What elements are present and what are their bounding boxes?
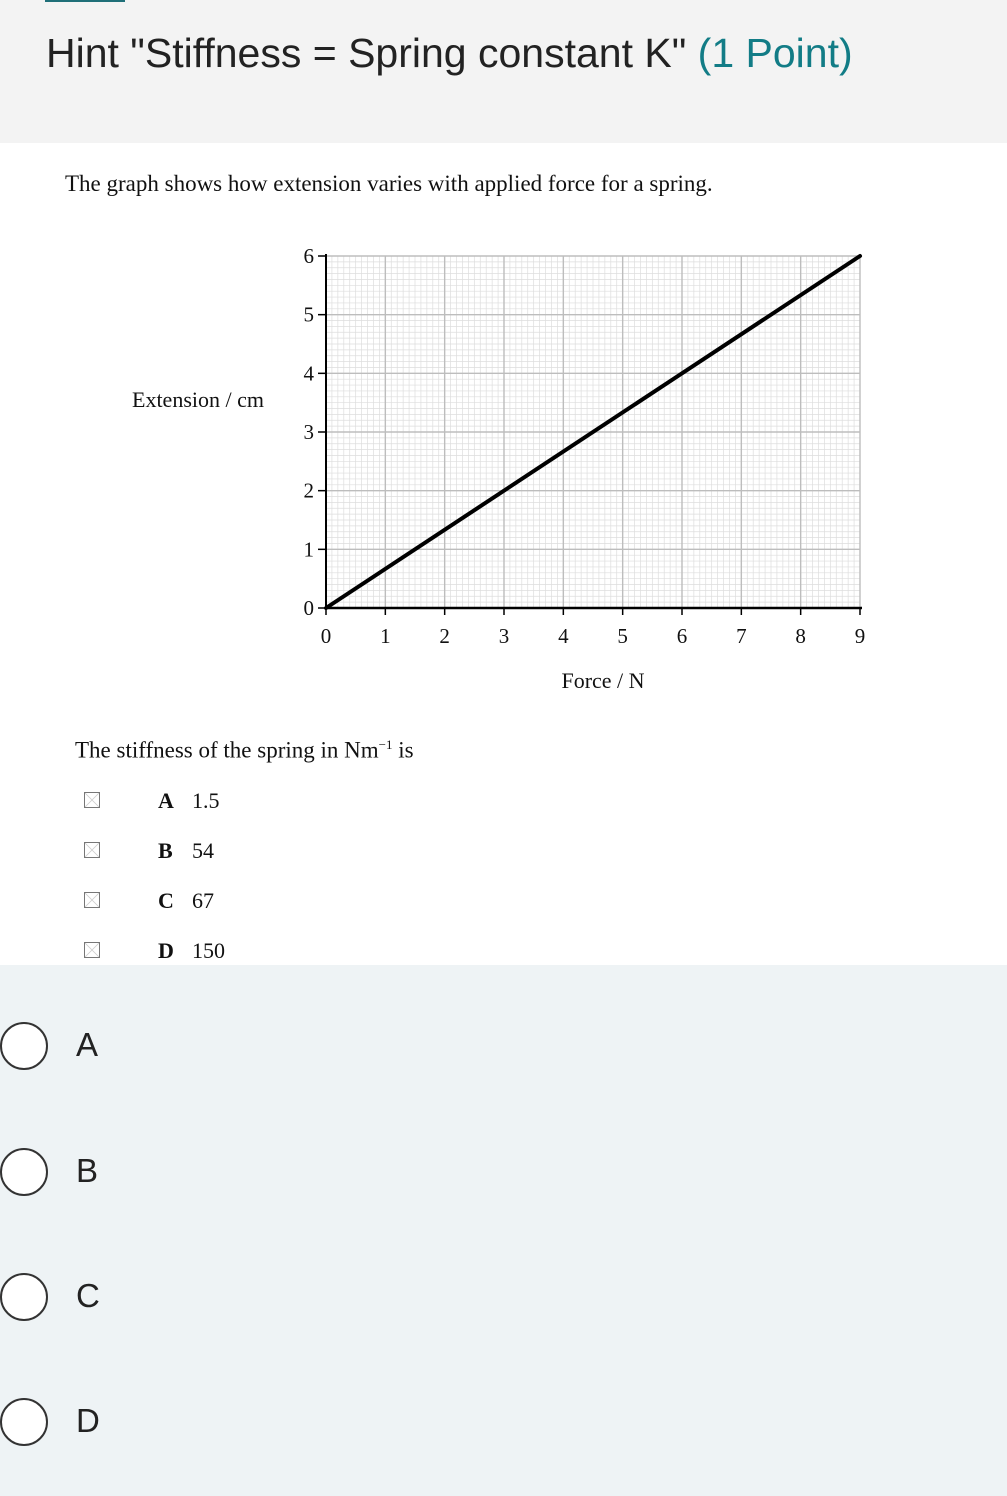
y-tick-label: 4 xyxy=(303,361,314,386)
stem-suffix: is xyxy=(392,737,414,763)
chart-ticks xyxy=(304,244,866,648)
choice-value: 67 xyxy=(192,888,214,913)
question-intro: The graph shows how extension varies with applied force for a spring. xyxy=(65,171,713,196)
x-tick-label: 1 xyxy=(380,624,391,648)
answer-option-label[interactable]: D xyxy=(76,1402,100,1439)
y-tick-label: 1 xyxy=(303,537,314,562)
radio-button-icon[interactable] xyxy=(0,1273,48,1321)
choice-box-icon xyxy=(84,792,100,808)
question-header xyxy=(0,0,1007,143)
x-axis-label: Force / N xyxy=(561,668,645,693)
answer-option-c[interactable] xyxy=(0,1268,400,1328)
answer-option-label[interactable]: B xyxy=(76,1152,99,1189)
y-tick-label: 5 xyxy=(303,302,314,327)
answer-option-b[interactable] xyxy=(0,1143,400,1203)
radio-button-icon[interactable] xyxy=(0,1398,48,1446)
choice-box-icon xyxy=(84,942,100,958)
y-tick-label: 3 xyxy=(303,420,314,444)
answer-option-label[interactable]: A xyxy=(76,1026,99,1063)
y-axis-label: Extension / cm xyxy=(132,387,264,412)
answer-option-d[interactable] xyxy=(0,1393,400,1453)
question-points: (1 Point) xyxy=(697,30,853,76)
choice-letter: D xyxy=(158,938,174,963)
x-tick-label: 4 xyxy=(558,624,569,648)
y-tick-label: 2 xyxy=(303,478,314,503)
radio-button-icon[interactable] xyxy=(0,1022,48,1070)
x-tick-label: 6 xyxy=(676,624,688,648)
question-stem xyxy=(75,737,414,764)
y-tick-label: 0 xyxy=(303,596,314,620)
top-accent-line xyxy=(45,0,125,2)
x-tick-label: 0 xyxy=(320,624,332,648)
x-tick-label: 5 xyxy=(617,624,628,648)
stem-exponent: −1 xyxy=(378,737,393,752)
question-title xyxy=(46,30,853,77)
y-tick-label: 6 xyxy=(303,244,314,268)
extension-force-chart xyxy=(0,143,1007,723)
choice-value: 1.5 xyxy=(192,788,220,813)
answer-option-label[interactable]: C xyxy=(76,1277,100,1314)
x-tick-label: 7 xyxy=(736,624,747,648)
choice-box-icon xyxy=(84,842,100,858)
answer-options xyxy=(0,965,1007,1496)
choice-letter: A xyxy=(158,788,174,813)
question-title-text: Hint "Stiffness = Spring constant K" xyxy=(46,30,687,76)
stem-text: The stiffness of the spring in Nm xyxy=(75,737,379,763)
x-tick-label: 2 xyxy=(439,624,450,648)
choice-box-icon xyxy=(84,892,100,908)
answer-option-a[interactable] xyxy=(0,1017,400,1077)
radio-button-icon[interactable] xyxy=(0,1148,48,1196)
question-image-card xyxy=(0,143,1007,965)
choice-letter: B xyxy=(158,838,173,863)
choice-letter: C xyxy=(158,888,174,913)
x-tick-label: 8 xyxy=(795,624,806,648)
choice-value: 150 xyxy=(192,938,225,963)
x-tick-label: 9 xyxy=(854,624,866,648)
choice-value: 54 xyxy=(192,838,214,863)
x-tick-label: 3 xyxy=(498,624,510,648)
